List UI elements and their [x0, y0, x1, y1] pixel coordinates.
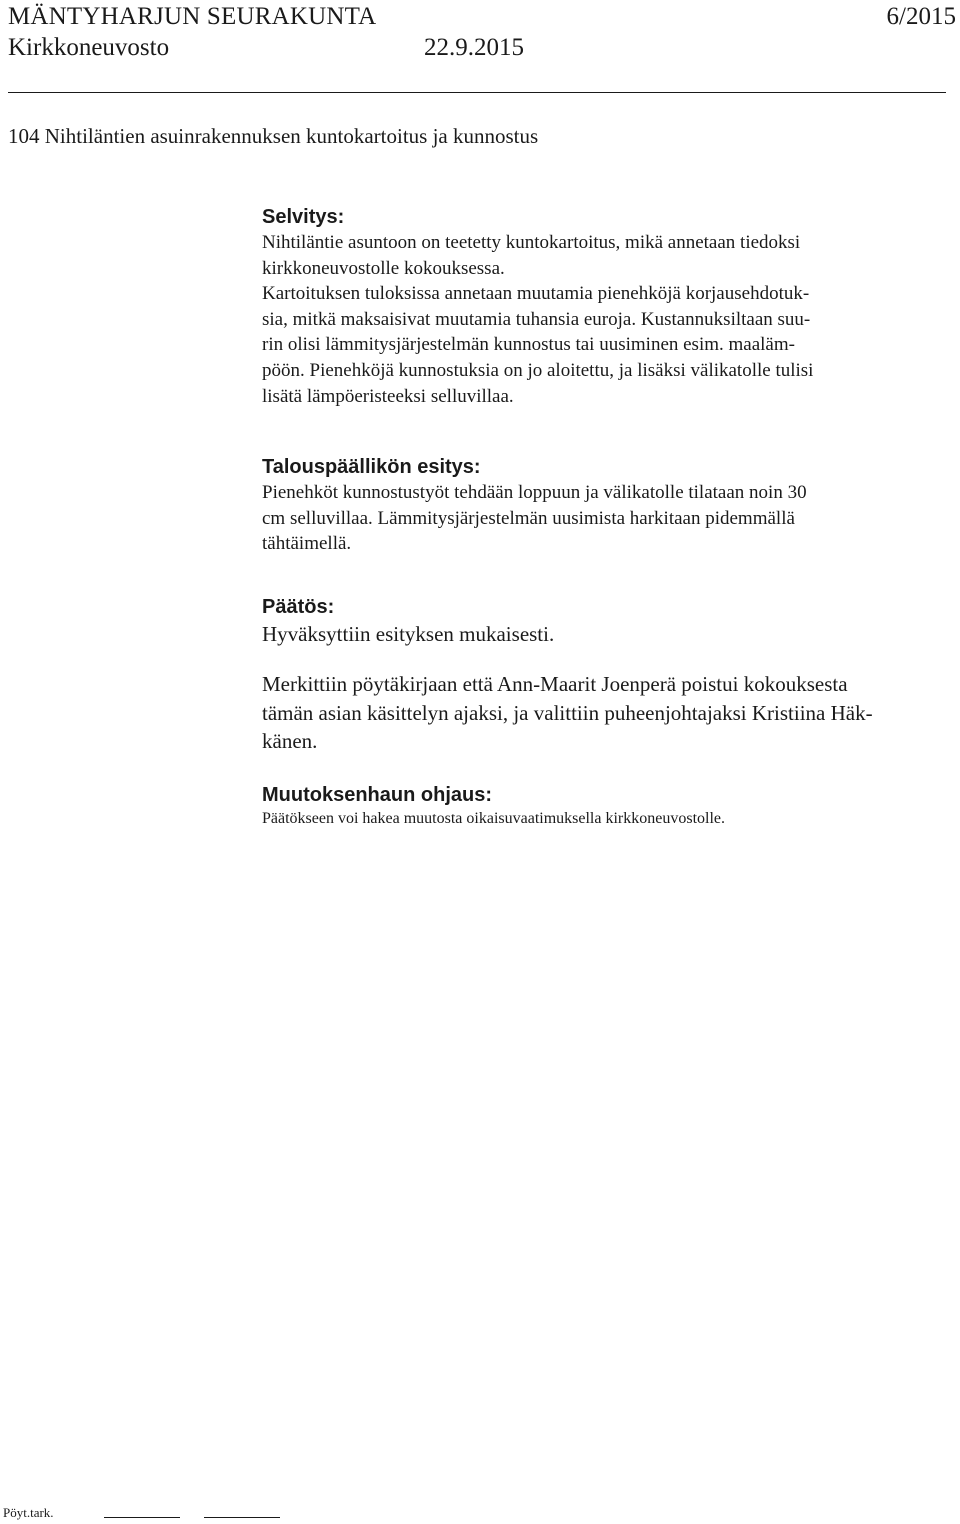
organization-name: MÄNTYHARJUN SEURAKUNTA — [8, 3, 377, 30]
paatos-heading: Päätös: — [262, 596, 335, 618]
meeting-date: 22.9.2015 — [424, 34, 524, 61]
talous-line: Pienehköt kunnostustyöt tehdään loppuun ja välikatolle tilataan noin 30 — [262, 482, 807, 503]
talous-line: tähtäimellä. — [262, 533, 352, 555]
muutoksenhaku-text: Päätökseen voi hakea muutosta oikaisuvaatimuksella kirkkoneuvostolle. — [262, 810, 726, 827]
merkinta-line: Merkittiin pöytäkirjaan että Ann-Maarit Joenperä poistui kokouksesta — [262, 672, 848, 696]
signature-line — [204, 1517, 280, 1518]
merkinta-line: känen. — [262, 729, 318, 753]
paatos-line: Hyväksyttiin esityksen mukaisesti. — [262, 622, 555, 646]
document-number: 6/2015 — [886, 3, 956, 30]
selvitys-line: Kartoituksen tuloksissa annetaan muutamia pienehköjä korjausehdotuk- — [262, 283, 810, 305]
selvitys-line: sia, mitkä maksaisivat muutamia tuhansia euroja. Kustannuksiltaan suu- — [262, 308, 811, 330]
merkinta-section — [262, 670, 960, 756]
merkinta-line: tämän asian käsittelyn ajaksi, ja valittiin puheenjohtajaksi Kristiina Häk- — [262, 700, 873, 725]
selvitys-heading: Selvitys: — [262, 206, 345, 228]
selvitys-line: rin olisi lämmitysjärjestelmän kunnostus tai uusiminen esim. maaläm- — [262, 334, 795, 356]
talous-section — [262, 454, 960, 557]
signature-line — [104, 1517, 180, 1518]
selvitys-line: kirkkoneuvostolle kokouksessa. — [262, 257, 505, 279]
paatos-section — [262, 594, 960, 649]
selvitys-line: Nihtiläntie asuntoon on teetetty kuntokartoitus, mikä annetaan tiedoksi — [262, 232, 801, 253]
muutoksenhaku-section — [262, 782, 960, 830]
muutoksenhaku-heading: Muutoksenhaun ohjaus: — [262, 784, 492, 806]
section-title: 104 Nihtiläntien asuinrakennuksen kuntokartoitus ja kunnostus — [8, 124, 539, 148]
selvitys-section — [262, 204, 960, 409]
talous-heading: Talouspäällikön esitys: — [262, 456, 481, 478]
header-divider — [8, 92, 946, 93]
meeting-body: Kirkkoneuvosto — [8, 34, 170, 61]
selvitys-line: lisätä lämpöeristeeksi selluvillaa. — [262, 385, 514, 407]
talous-line: cm selluvillaa. Lämmitysjärjestelmän uusimista harkitaan pidemmällä — [262, 507, 795, 529]
selvitys-line: pöön. Pienehköjä kunnostuksia on jo aloitettu, ja lisäksi välikatolle tulisi — [262, 359, 814, 381]
footer-label: Pöyt.tark. — [3, 1505, 54, 1520]
